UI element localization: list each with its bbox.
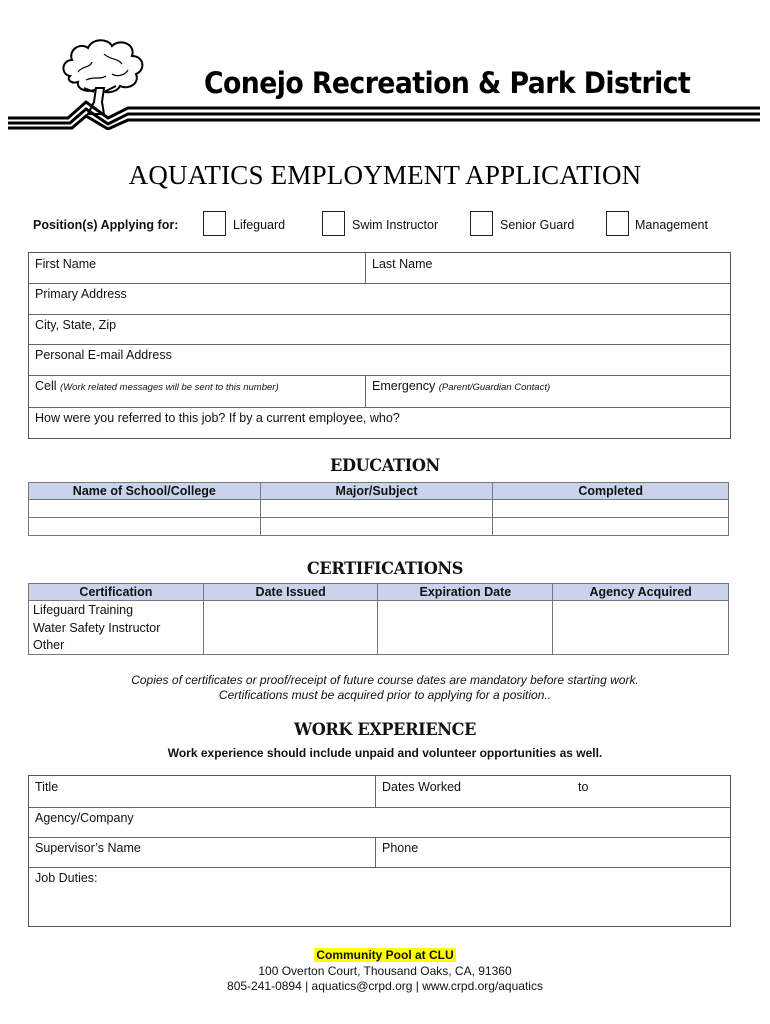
management-checkbox[interactable] xyxy=(606,211,629,236)
table-row xyxy=(29,500,729,518)
cert-col-certification: Certification xyxy=(29,584,204,601)
referral-label: How were you referred to this job? If by a current employee, who? xyxy=(35,411,400,425)
email-label: Personal E-mail Address xyxy=(35,348,172,362)
dates-worked-label: Dates Worked xyxy=(382,780,461,794)
dates-to-field[interactable] xyxy=(572,776,594,798)
supervisor-label: Supervisor’s Name xyxy=(35,841,141,855)
first-name-label: First Name xyxy=(35,257,97,271)
primary-address-field[interactable] xyxy=(29,283,133,305)
work-experience-subtitle: Work experience should include unpaid and volunteer opportunities as well. xyxy=(167,746,603,760)
first-name-field[interactable] xyxy=(29,253,102,275)
education-heading: EDUCATION xyxy=(330,456,440,476)
cert-col-agency: Agency Acquired xyxy=(553,584,729,601)
job-title-label: Title xyxy=(35,780,59,794)
expiration-cell[interactable] xyxy=(378,601,553,655)
cell-phone-field[interactable] xyxy=(29,375,285,397)
completed-cell[interactable] xyxy=(493,518,729,536)
email-field[interactable] xyxy=(29,344,178,366)
phone-field[interactable] xyxy=(376,837,424,859)
document-title: AQUATICS EMPLOYMENT APPLICATION xyxy=(128,160,642,190)
cert-name-other: Other xyxy=(29,637,204,655)
education-col-major: Major/Subject xyxy=(260,483,493,500)
certifications-table xyxy=(28,583,729,655)
senior-guard-checkbox[interactable] xyxy=(470,211,493,236)
senior-guard-label: Senior Guard xyxy=(500,218,575,232)
school-cell[interactable] xyxy=(29,500,261,518)
job-title-field[interactable] xyxy=(29,776,64,798)
job-duties-field[interactable] xyxy=(29,867,730,927)
city-state-zip-label: City, State, Zip xyxy=(35,318,117,332)
last-name-label: Last Name xyxy=(372,257,433,271)
agency-field[interactable] xyxy=(29,807,140,829)
agency-label: Agency/Company xyxy=(35,811,134,825)
header-rule-lines xyxy=(200,100,760,132)
date-issued-cell[interactable] xyxy=(203,601,378,655)
certifications-heading: CERTIFICATIONS xyxy=(306,559,464,579)
last-name-field[interactable] xyxy=(366,253,438,275)
lifeguard-label: Lifeguard xyxy=(233,218,286,232)
org-name: Conejo Recreation & Park District xyxy=(204,66,691,100)
agency-cell[interactable] xyxy=(553,601,729,655)
education-col-completed: Completed xyxy=(493,483,729,500)
cert-name-wsi: Water Safety Instructor xyxy=(29,619,204,637)
tree-logo-icon xyxy=(8,30,208,130)
cell-label: Cell xyxy=(35,379,57,393)
venue-name: Community Pool at CLU xyxy=(316,948,454,962)
footer-venue-line xyxy=(0,948,770,962)
referral-field[interactable] xyxy=(29,407,406,429)
swim-instructor-label: Swim Instructor xyxy=(352,218,439,232)
cert-col-date-issued: Date Issued xyxy=(203,584,378,601)
education-table xyxy=(28,482,729,536)
cert-col-expiration: Expiration Date xyxy=(378,584,553,601)
dates-to-label: to xyxy=(578,780,589,794)
positions-label: Position(s) Applying for: xyxy=(33,218,179,232)
table-row xyxy=(29,518,729,536)
primary-address-label: Primary Address xyxy=(35,287,127,301)
completed-cell[interactable] xyxy=(493,500,729,518)
lifeguard-checkbox[interactable] xyxy=(203,211,226,236)
cert-note xyxy=(0,673,770,703)
emergency-label: Emergency xyxy=(372,379,436,393)
footer-contact: 805-241-0894 | aquatics@crpd.org | www.crpd.org/aquatics xyxy=(227,979,543,993)
emergency-note: (Parent/Guardian Contact) xyxy=(438,382,551,393)
major-cell[interactable] xyxy=(260,500,493,518)
phone-label: Phone xyxy=(382,841,419,855)
cert-note-line-1: Copies of certificates or proof/receipt of future course dates are mandatory before starting work. xyxy=(131,673,639,687)
table-row xyxy=(29,601,729,619)
management-label: Management xyxy=(635,218,708,232)
work-experience-heading: WORK EXPERIENCE xyxy=(293,720,477,740)
dates-worked-field[interactable] xyxy=(376,776,467,798)
cert-note-line-2: Certifications must be acquired prior to applying for a position.. xyxy=(218,688,552,702)
major-cell[interactable] xyxy=(260,518,493,536)
city-state-zip-field[interactable] xyxy=(29,314,122,336)
emergency-contact-field[interactable] xyxy=(366,375,556,397)
work-experience-form xyxy=(28,775,731,927)
supervisor-field[interactable] xyxy=(29,837,147,859)
footer-address: 100 Overton Court, Thousand Oaks, CA, 91360 xyxy=(258,964,512,978)
job-duties-label: Job Duties: xyxy=(35,871,98,885)
education-col-school: Name of School/College xyxy=(29,483,261,500)
cell-note: (Work related messages will be sent to this number) xyxy=(60,382,279,393)
school-cell[interactable] xyxy=(29,518,261,536)
swim-instructor-checkbox[interactable] xyxy=(322,211,345,236)
personal-info-form xyxy=(28,252,731,439)
cert-name-lifeguard: Lifeguard Training xyxy=(29,601,204,619)
